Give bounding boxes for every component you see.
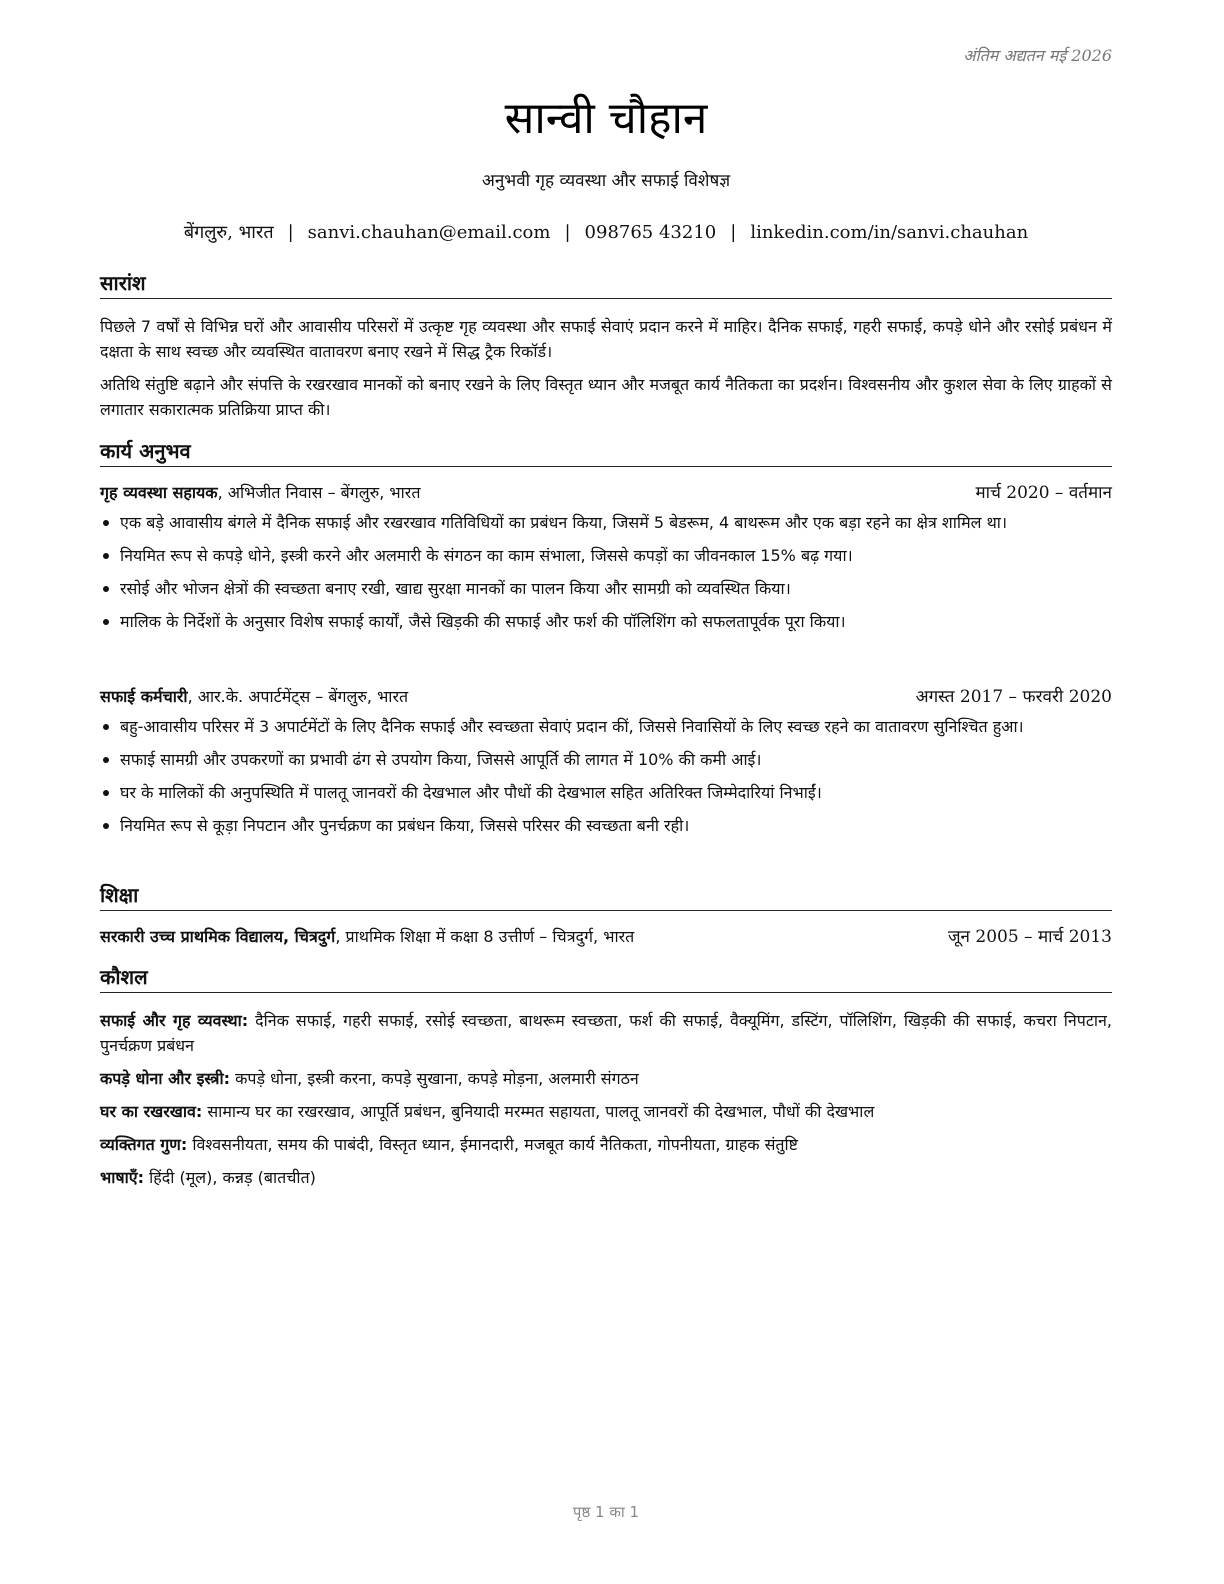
education-detail: , प्राथमिक शिक्षा में कक्षा 8 उत्तीर्ण – चित्रदुर्ग, भारत: [335, 927, 635, 946]
section-title-summary: सारांश: [100, 270, 1112, 299]
bullet-text: रसोई और भोजन क्षेत्रों की स्वच्छता बनाए रखी, खाद्य सुरक्षा मानकों का पालन किया और सामग्री को व्यवस्थित किया।: [120, 579, 791, 598]
job-dates: अगस्त 2017 – फरवरी 2020: [915, 687, 1112, 707]
summary-paragraph: पिछले 7 वर्षों से विभिन्न घरों और आवासीय परिसरों में उत्कृष्ट गृह व्यवस्था और सफाई सेवाएं प्रदान करने में माहिर। दैनिक सफाई, गहरी सफाई, कपड़े धोने और रसोई प्रबंधन में दक्षता के साथ स्वच्छ और व्यवस्थित वातावरण बनाए रखने में सिद्ध ट्रैक रिकॉर्ड।: [100, 317, 1112, 361]
skill-row: [100, 1165, 1112, 1190]
job-header: [100, 686, 1112, 708]
list-item: [100, 576, 1112, 601]
resume-page: [100, 0, 1112, 1584]
list-item: [100, 813, 1112, 838]
job-header: [100, 482, 1112, 504]
contact-location: बेंगलुरु, भारत: [183, 222, 274, 243]
list-item: [100, 780, 1112, 805]
skill-value: हिंदी (मूल), कन्नड़ (बातचीत): [144, 1168, 316, 1187]
skill-value: दैनिक सफाई, गहरी सफाई, रसोई स्वच्छता, बाथरूम स्वच्छता, फर्श की सफाई, वैक्यूमिंग, डस्टिंग, पॉलिशिंग, खिड़की की सफाई, कचरा निपटान, पुनर्चक्रण प्रबंधन: [100, 1011, 1112, 1055]
list-item: [100, 747, 1112, 772]
contact-phone: 098765 43210: [584, 222, 717, 243]
school-name: सरकारी उच्च प्राथमिक विद्यालय, चित्रदुर्ग: [100, 927, 336, 946]
job-title-line: [100, 482, 420, 504]
skill-value: विश्वसनीयता, समय की पाबंदी, विस्तृत ध्यान, ईमानदारी, मजबूत कार्य नैतिकता, गोपनीयता, ग्राहक संतुष्टि: [187, 1135, 799, 1154]
skill-row: [100, 1008, 1112, 1058]
bullet-icon: [103, 586, 109, 592]
list-item: [100, 714, 1112, 739]
job-role: गृह व्यवस्था सहायक: [100, 483, 218, 502]
bullet-text: नियमित रूप से कूड़ा निपटान और पुनर्चक्रण का प्रबंधन किया, जिससे परिसर की स्वच्छता बनी रही।: [120, 816, 690, 835]
summary-paragraph: अतिथि संतुष्टि बढ़ाने और संपत्ति के रखरखाव मानकों को बनाए रखने के लिए विस्तृत ध्यान और मजबूत कार्य नैतिकता का प्रदर्शन। विश्वसनीय और कुशल सेवा के लिए ग्राहकों से लगातार सकारात्मक प्रतिक्रिया प्राप्त की।: [100, 375, 1112, 419]
headline: अनुभवी गृह व्यवस्था और सफाई विशेषज्ञ: [481, 171, 731, 191]
skill-label: कपड़े धोना और इस्त्री:: [100, 1069, 231, 1088]
skill-row: [100, 1099, 1112, 1124]
skill-value: सामान्य घर का रखरखाव, आपूर्ति प्रबंधन, बुनियादी मरम्मत सहायता, पालतू जानवरों की देखभाल, पौधों की देखभाल: [202, 1102, 875, 1121]
list-item: [100, 609, 1112, 634]
job-title-line: [100, 686, 408, 708]
skill-label: घर का रखरखाव:: [100, 1102, 203, 1121]
education-entry: [100, 926, 1112, 948]
separator: |: [287, 222, 294, 243]
contact-linkedin[interactable]: linkedin.com/in/sanvi.chauhan: [750, 222, 1029, 243]
bullet-text: घर के मालिकों की अनुपस्थिति में पालतू जानवरों की देखभाल और पौधों की देखभाल सहित अतिरिक्त जिम्मेदारियां निभाईं।: [120, 783, 822, 802]
section-title-experience: कार्य अनुभव: [100, 438, 1112, 467]
skill-label: सफाई और गृह व्यवस्था:: [100, 1011, 249, 1030]
education-line: [100, 926, 634, 948]
bullet-icon: [103, 790, 109, 796]
bullet-text: मालिक के निर्देशों के अनुसार विशेष सफाई कार्यों, जैसे खिड़की की सफाई और फर्श की पॉलिशिंग को सफलतापूर्वक पूरा किया।: [120, 612, 846, 631]
bullet-text: नियमित रूप से कपड़े धोने, इस्त्री करने और अलमारी के संगठन का काम संभाला, जिससे कपड़ों का जीवनकाल 15% बढ़ गया।: [120, 546, 853, 565]
bullet-icon: [103, 553, 109, 559]
bullet-icon: [103, 757, 109, 763]
bullet-text: एक बड़े आवासीय बंगले में दैनिक सफाई और रखरखाव गतिविधियों का प्रबंधन किया, जिसमें 5 बेडरूम, 4 बाथरूम और एक बड़ा रहने का क्षेत्र शामिल था।: [120, 513, 1008, 532]
education-dates: जून 2005 – मार्च 2013: [947, 927, 1112, 947]
bullet-icon: [103, 724, 109, 730]
page-number: पृष्ठ 1 का 1: [572, 1503, 640, 1521]
bullet-icon: [103, 619, 109, 625]
job-dates: मार्च 2020 – वर्तमान: [975, 483, 1112, 503]
bullet-icon: [103, 520, 109, 526]
skill-label: व्यक्तिगत गुण:: [100, 1135, 188, 1154]
skill-row: [100, 1132, 1112, 1157]
candidate-name: सान्वी चौहान: [504, 93, 708, 144]
section-title-skills: कौशल: [100, 964, 1112, 993]
list-item: [100, 543, 1112, 568]
contact-line: [100, 220, 1112, 244]
separator: |: [564, 222, 571, 243]
bullet-text: सफाई सामग्री और उपकरणों का प्रभावी ढंग से उपयोग किया, जिससे आपूर्ति की लागत में 10% की कमी आई।: [120, 750, 762, 769]
skill-label: भाषाएँ:: [100, 1168, 145, 1187]
job-employer: , आर.के. अपार्टमेंट्स – बेंगलुरु, भारत: [187, 687, 409, 706]
separator: |: [730, 222, 737, 243]
bullet-text: बहु-आवासीय परिसर में 3 अपार्टमेंटों के लिए दैनिक सफाई और स्वच्छता सेवाएं प्रदान कीं, जिससे निवासियों के लिए स्वच्छ रहने का वातावरण सुनिश्चित हुआ।: [120, 717, 1024, 736]
list-item: [100, 510, 1112, 535]
job-bullets: [100, 714, 1112, 846]
job-employer: , अभिजीत निवास – बेंगलुरु, भारत: [217, 483, 421, 502]
job-role: सफाई कर्मचारी: [100, 687, 188, 706]
job-bullets: [100, 510, 1112, 642]
bullet-icon: [103, 823, 109, 829]
contact-email[interactable]: sanvi.chauhan@email.com: [307, 222, 551, 243]
skill-row: [100, 1066, 1112, 1091]
skill-value: कपड़े धोना, इस्त्री करना, कपड़े सुखाना, कपड़े मोड़ना, अलमारी संगठन: [230, 1069, 639, 1088]
last-updated: अंतिम अद्यतन मई 2026: [963, 46, 1112, 65]
section-title-education: शिक्षा: [100, 882, 1112, 911]
